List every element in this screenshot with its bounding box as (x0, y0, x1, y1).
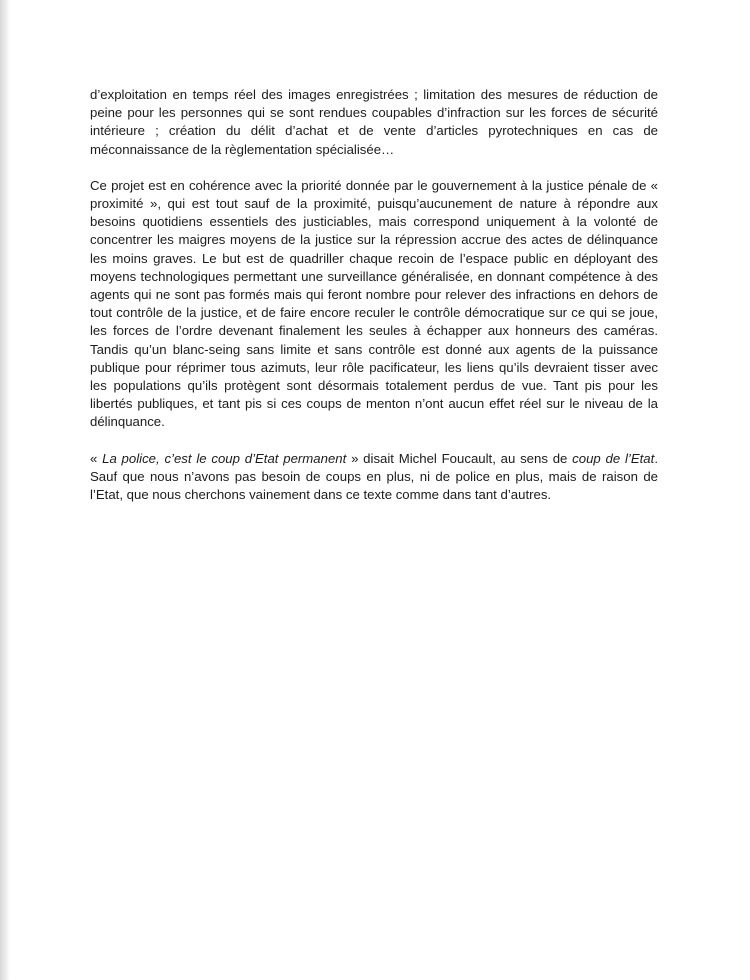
paragraph-3 (90, 450, 658, 505)
foucault-quote: La police, c’est le coup d’Etat permanent (102, 450, 347, 466)
paragraph-2: Ce projet est en cohérence avec la priorité donnée par le gouvernement à la justice pénale de « proximité », qui est tout sauf de la proximité, puisqu’aucunement de nature à répondre aux besoins quotidiens essentiels des justiciables, mais correspond uniquement à la volonté de concentrer les maigres moyens de la justice sur la répression accrue des actes de délinquance les moins graves. Le but est de quadriller chaque recoin de l’espace public en déployant des moyens technologiques permettant une surveillance généralisée, en donnant compétence à des agents qui ne sont pas formés mais qui feront nombre pour relever des infractions en dehors de tout contrôle de la justice, et de faire encore reculer le contrôle démocratique sur ce qui se joue, les forces de l’ordre devenant finalement les seules à échapper aux honneurs des caméras. Tandis qu’un blanc-seing sans limite et sans contrôle est donné aux agents de la puissance publique pour réprimer tous azimuts, leur rôle pacificateur, les liens qu’ils devraient tisser avec les populations qu’ils protègent sont désormais totalement perdus de vue. Tant pis pour les libertés publiques, et tant pis si ces coups de menton n’ont aucun effet réel sur le niveau de la délinquance. (90, 177, 658, 430)
quote-open: « (90, 450, 103, 466)
emphasis-coup-de-l-etat: coup de l’Etat (572, 450, 655, 466)
quote-attribution: » disait Michel Foucault, au sens de (346, 450, 573, 466)
paragraph-3-rest: . Sauf que nous n’avons pas besoin de coups en plus, ni de police en plus, mais de raison de l’Etat, que nous cherchons vainement dans ce texte comme dans tant d’autres. (90, 450, 658, 503)
document-body (90, 86, 658, 504)
page-edge-shadow (0, 0, 10, 980)
paragraph-1: d’exploitation en temps réel des images enregistrées ; limitation des mesures de réduction de peine pour les personnes qui se sont rendues coupables d’infraction sur les forces de sécurité intérieure ; création du délit d’achat et de vente d’articles pyrotechniques en cas de méconnaissance de la règlementation spécialisée… (90, 87, 658, 157)
